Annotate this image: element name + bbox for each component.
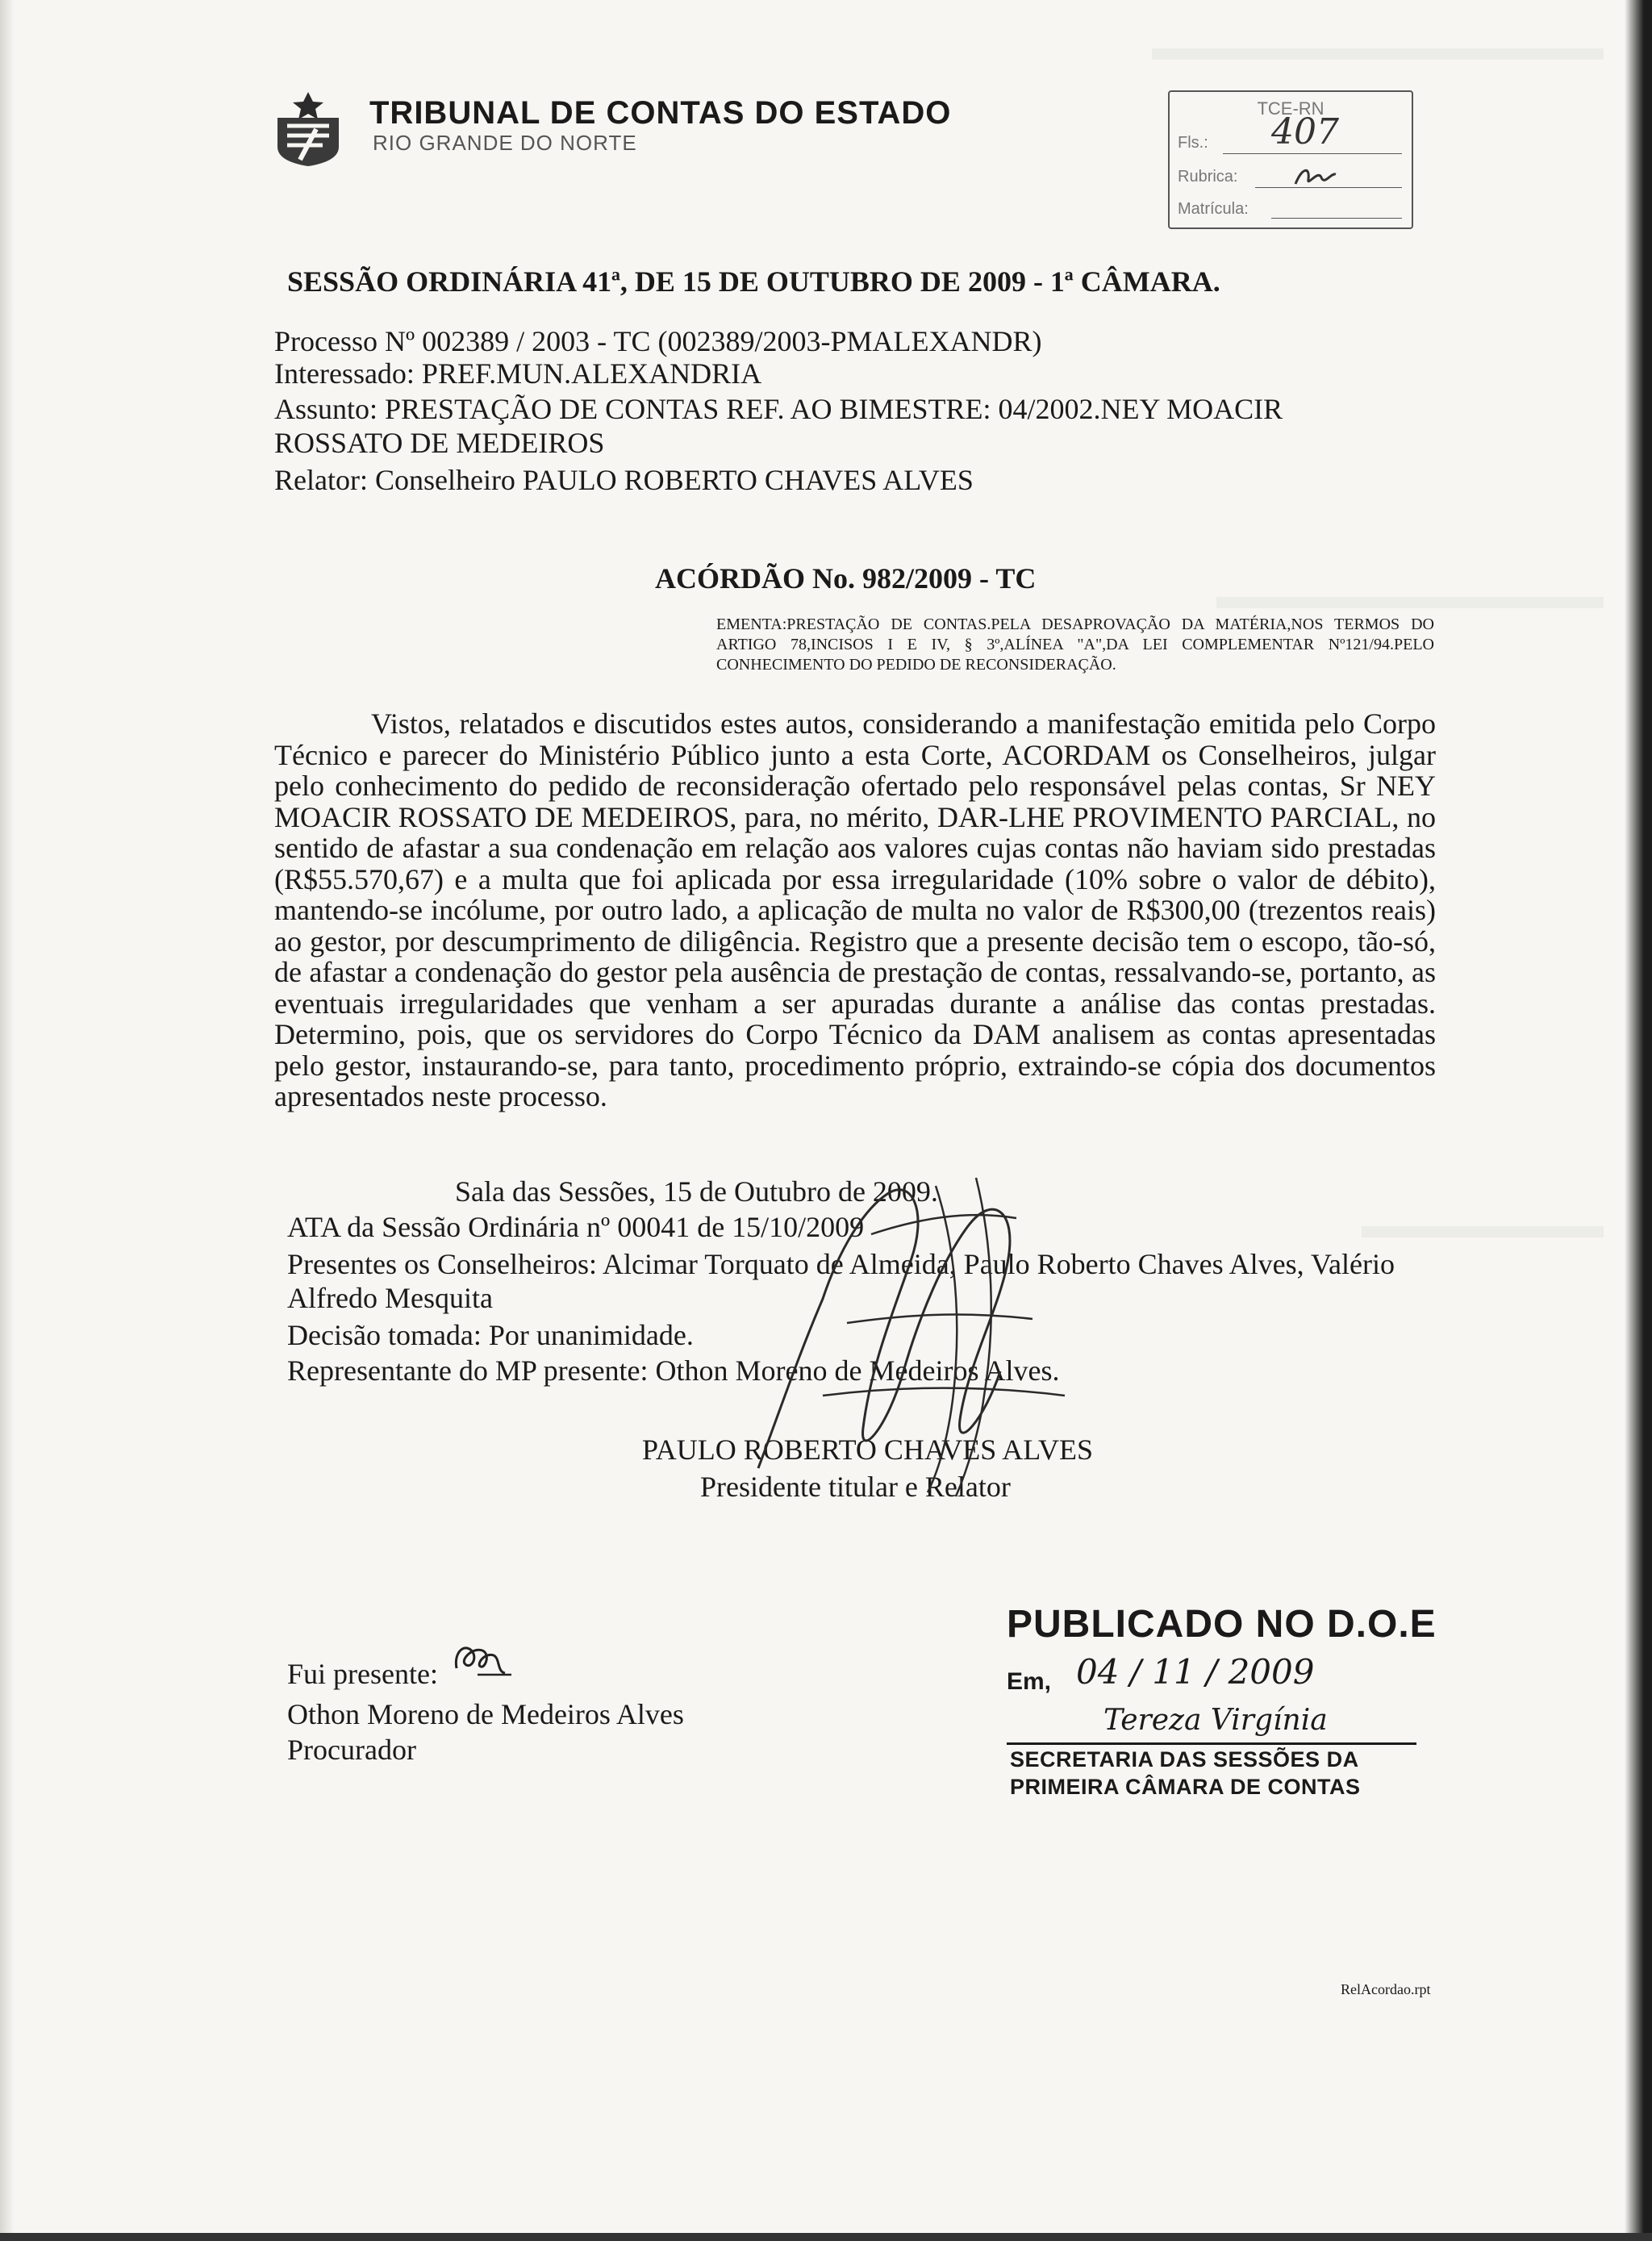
signer-name: PAULO ROBERTO CHAVES ALVES bbox=[642, 1433, 1093, 1466]
acordao-title: ACÓRDÃO No. 982/2009 - TC bbox=[655, 562, 1037, 595]
session-title: SESSÃO ORDINÁRIA 41ª, DE 15 DE OUTUBRO DE 2009 - 1ª CÂMARA. bbox=[287, 265, 1220, 298]
stamp-rubrica-label: Rubrica: bbox=[1178, 168, 1238, 186]
stamp-matricula-label: Matrícula: bbox=[1178, 200, 1249, 218]
procurador-name: Othon Moreno de Medeiros Alves bbox=[287, 1698, 684, 1730]
protocol-stamp bbox=[1168, 90, 1413, 229]
publication-rule bbox=[1007, 1742, 1416, 1745]
stamp-title: TCE-RN bbox=[1257, 98, 1325, 119]
secretaria-line-2: PRIMEIRA CÂMARA DE CONTAS bbox=[1010, 1775, 1361, 1799]
org-subtitle: RIO GRANDE DO NORTE bbox=[373, 131, 637, 155]
publication-date: 04 / 11 / 2009 bbox=[1076, 1652, 1315, 1692]
publication-em-label: Em, bbox=[1007, 1668, 1052, 1695]
stamp-fls-label: Fls.: bbox=[1178, 134, 1208, 152]
presentes-line: Presentes os Conselheiros: Alcimar Torquato de Almeida, Paulo Roberto Chaves Alves, Valério bbox=[287, 1248, 1395, 1280]
sala-line: Sala das Sessões, 15 de Outubro de 2009. bbox=[455, 1175, 938, 1208]
processo-line: Processo Nº 002389 / 2003 - TC (002389/2003-PMALEXANDR) bbox=[274, 325, 1042, 357]
publication-title: PUBLICADO NO D.O.E bbox=[1007, 1603, 1437, 1646]
stamp-fls-value: 407 bbox=[1271, 111, 1339, 152]
ata-line: ATA da Sessão Ordinária nº 00041 de 15/10/2009 bbox=[287, 1211, 865, 1243]
org-name: TRIBUNAL DE CONTAS DO ESTADO bbox=[369, 95, 952, 131]
representante-line: Representante do MP presente: Othon Moreno de Medeiros Alves. bbox=[287, 1354, 1060, 1387]
signer-role: Presidente titular e Relator bbox=[700, 1471, 1011, 1503]
decision-paragraph: Vistos, relatados e discutidos estes autos, considerando a manifestação emitida pelo Corpo Técnico e parecer do Ministério Público junto a esta Corte, ACORDAM os Conselheiros, julgar pelo conhecimento do pedido de reconsideração ofertado pelo responsável pelas contas, Sr NEY MOACIR ROSSATO DE MEDEIROS, para, no mérito, DAR-LHE PROVIMENTO PARCIAL, no sentido de afastar a sua condenação em relação aos valores cujas contas não haviam sido prestadas (R$55.570,67) e a multa que foi aplicada por essa irregularidade (10% sobre o valor de débito), mantendo-se incólume, por outro lado, a aplicação de multa no valor de R$300,00 (trezentos reais) ao gestor, por descumprimento de diligência. Registro que a presente decisão tem o escopo, tão-só, de afastar a condenação do gestor pela ausência de prestação de contas, ressalvando-se, portanto, as eventuais irregularidades que venham a ser apuradas durante a análise das contas prestadas. Determino, pois, que os servidores do Corpo Técnico da DAM analisem as contas apresentadas pelo gestor, instaurando-se, para tanto, procedimento próprio, extraindo-se cópia dos documentos apresentados neste processo. bbox=[274, 707, 1436, 1112]
scan-edge-bottom bbox=[0, 2233, 1652, 2241]
assunto-line-2: ROSSATO DE MEDEIROS bbox=[274, 427, 605, 459]
interessado-line: Interessado: PREF.MUN.ALEXANDRIA bbox=[274, 357, 762, 390]
presentes-line-2: Alfredo Mesquita bbox=[287, 1282, 493, 1314]
decision-body bbox=[274, 708, 1436, 1112]
fui-presente-label: Fui presente: bbox=[287, 1658, 438, 1690]
scan-edge-right bbox=[1625, 0, 1652, 2241]
report-code: RelAcordao.rpt bbox=[1341, 1981, 1431, 1997]
procurador-role: Procurador bbox=[287, 1734, 416, 1766]
bleed-through bbox=[1152, 48, 1604, 60]
rubrica-signature bbox=[1291, 163, 1339, 190]
bleed-through bbox=[1216, 597, 1604, 608]
publication-signature: Tereza Virgínia bbox=[1103, 1704, 1328, 1737]
relator-line: Relator: Conselheiro PAULO ROBERTO CHAVES ALVES bbox=[274, 464, 974, 496]
tribunal-logo-icon bbox=[273, 90, 344, 168]
scan-edge-left bbox=[0, 0, 15, 2241]
ementa: EMENTA:PRESTAÇÃO DE CONTAS.PELA DESAPROVAÇÃO DA MATÉRIA,NOS TERMOS DO ARTIGO 78,INCISOS I E IV, § 3º,ALÍNEA "A",DA LEI COMPLEMENTAR Nº121/94.PELO CONHECIMENTO DO PEDIDO DE RECONSIDERAÇÃO. bbox=[716, 616, 1434, 674]
relator-signature bbox=[726, 1162, 1097, 1500]
decisao-line: Decisão tomada: Por unanimidade. bbox=[287, 1319, 694, 1351]
secretaria-line: SECRETARIA DAS SESSÕES DA bbox=[1010, 1747, 1359, 1772]
assunto-line: Assunto: PRESTAÇÃO DE CONTAS REF. AO BIMESTRE: 04/2002.NEY MOACIR bbox=[274, 393, 1283, 425]
bleed-through bbox=[1362, 1226, 1604, 1237]
procurador-rubric bbox=[448, 1636, 513, 1681]
